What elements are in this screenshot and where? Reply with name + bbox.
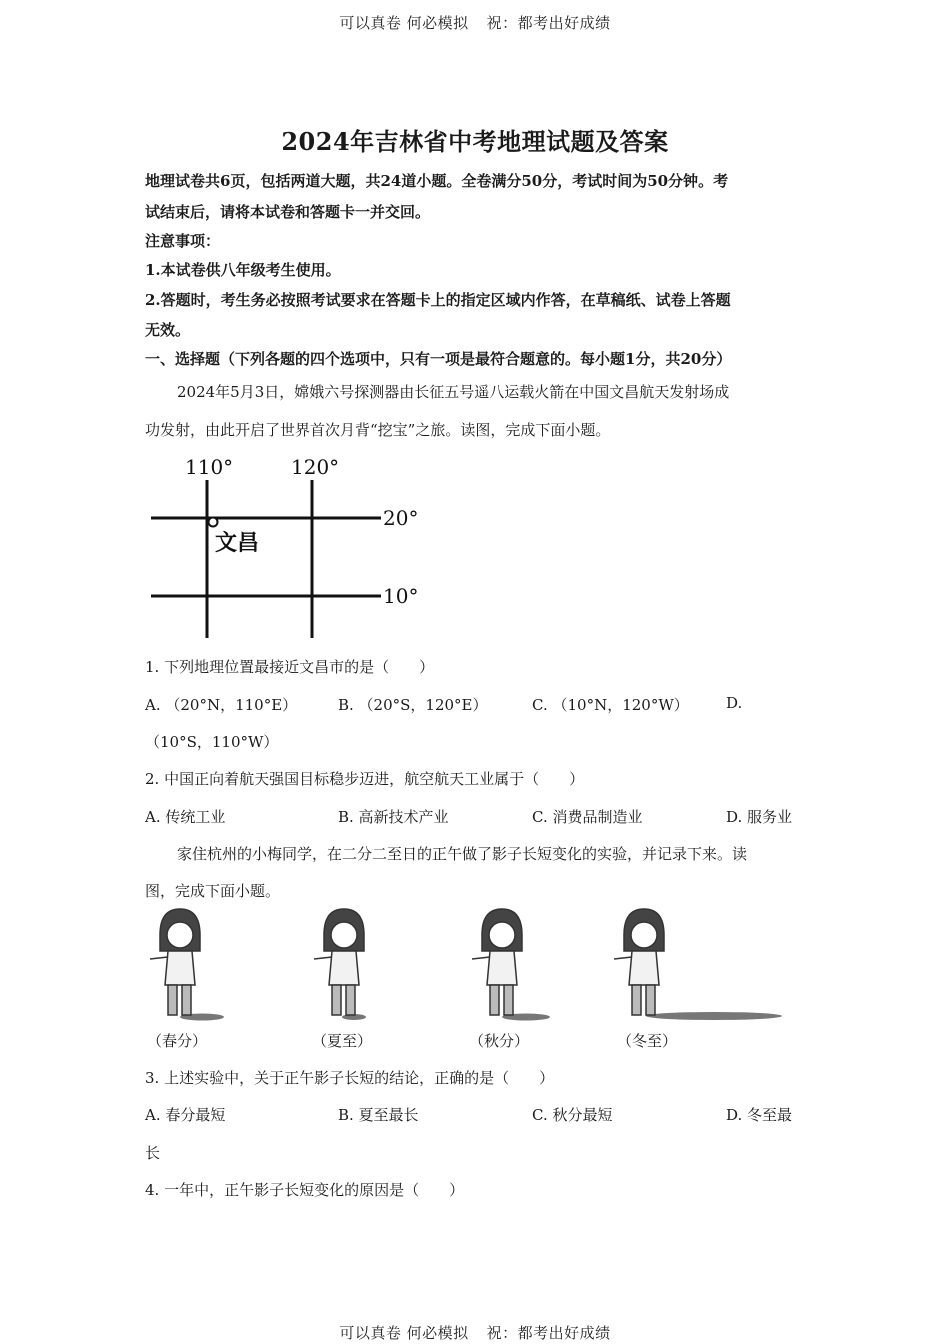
notice-1: 1.本试卷供八年级考生使用。 [145,261,341,279]
q2-option-a: A. 传统工业 [145,808,226,826]
notice-title: 注意事项： [145,232,221,250]
girl-illustration [614,909,664,1015]
q2-option-c: C. 消费品制造业 [532,808,643,826]
q2-option-d: D. 服务业 [726,808,793,826]
footer-left-text: 可以真卷 何必模拟 [339,1324,469,1342]
shadow-figure-spring-equinox [140,905,270,1025]
q1-option-d: D. [726,694,743,712]
q1-option-a: A. （20°N，110°E） [145,696,298,714]
q2-option-b: B. 高新技术产业 [338,808,449,826]
q1-option-c: C. （10°N，120°W） [532,696,689,714]
lon-label-120: 120° [291,455,340,479]
intro-line-1: 地理试卷共6页，包括两道大题，共24道小题。全卷满分50分，考试时间为50分钟。考 [145,172,729,190]
caption-winter-solstice: （冬至） [617,1032,678,1050]
intro-line-2: 试结束后，请将本试卷和答题卡一并交回。 [145,203,431,221]
q3-option-b: B. 夏至最长 [338,1106,419,1124]
passage-1-line-1: 2024年5月3日，嫦娥六号探测器由长征五号遥八运载火箭在中国文昌航天发射场成 [177,383,730,401]
q4-stem: 4. 一年中，正午影子长短变化的原因是（ ） [145,1181,465,1199]
girl-illustration [150,909,200,1015]
footer-right-text: 祝：都考出好成绩 [486,1324,611,1342]
page-footer [0,1322,950,1343]
q3-option-a: A. 春分最短 [145,1106,226,1124]
wenchang-marker [209,518,218,527]
q3-option-d: D. 冬至最 [726,1106,793,1124]
place-label-wenchang: 文昌 [215,531,260,556]
q1-option-b: B. （20°S，120°E） [338,696,488,714]
caption-autumn-equinox: （秋分） [469,1032,530,1050]
caption-summer-solstice: （夏至） [312,1032,373,1050]
girl-illustration [314,909,364,1015]
shadow-figure-winter-solstice [604,905,784,1025]
page-header [0,12,950,33]
shadow [646,1012,782,1020]
section-1-heading: 一、选择题（下列各题的四个选项中，只有一项是最符合题意的。每小题1分，共20分） [145,350,732,368]
q1-stem: 1. 下列地理位置最接近文昌市的是（ ） [145,658,435,676]
lat-label-20: 20° [383,506,419,530]
q3-option-d-cont: 长 [145,1144,161,1162]
header-left-text: 可以真卷 何必模拟 [339,14,469,32]
lat-label-10: 10° [383,584,419,608]
girl-illustration [472,909,522,1015]
caption-spring-equinox: （春分） [147,1032,208,1050]
lon-label-110: 110° [185,455,234,479]
page-title: 2024年吉林省中考地理试题及答案 [281,127,669,156]
q3-stem: 3. 上述实验中，关于正午影子长短的结论，正确的是（ ） [145,1069,555,1087]
notice-2a: 2.答题时，考生务必按照考试要求在答题卡上的指定区域内作答，在草稿纸、试卷上答题 [145,291,731,309]
passage-2-line-2: 图，完成下面小题。 [145,882,281,900]
notice-2b: 无效。 [145,321,191,339]
shadow-figure-summer-solstice [304,905,434,1025]
q1-option-d-cont: （10°S，110°W） [145,733,279,751]
passage-2-line-1: 家住杭州的小梅同学，在二分二至日的正午做了影子长短变化的实验，并记录下来。读 [177,845,748,863]
header-right-text: 祝：都考出好成绩 [486,14,611,32]
shadow-figure-autumn-equinox [462,905,592,1025]
q2-stem: 2. 中国正向着航天强国目标稳步迈进，航空航天工业属于（ ） [145,770,585,788]
lat-lon-map [145,450,435,642]
passage-1-line-2: 功发射，由此开启了世界首次月背“挖宝”之旅。读图，完成下面小题。 [145,421,611,439]
q3-option-c: C. 秋分最短 [532,1106,613,1124]
